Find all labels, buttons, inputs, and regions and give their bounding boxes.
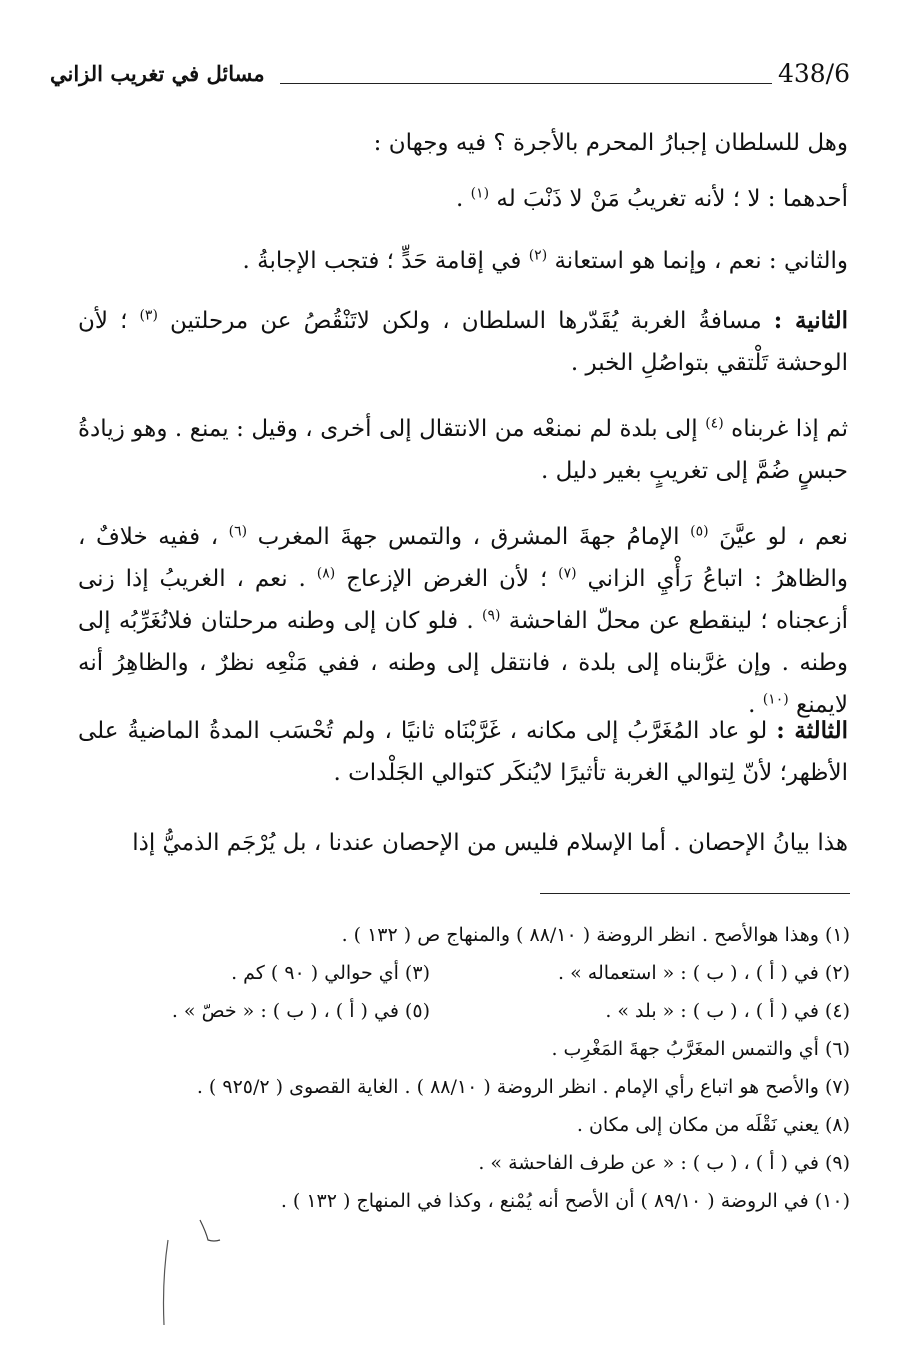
footnotes [60, 918, 850, 1222]
header-rule [280, 83, 772, 84]
paragraph-text: مسافةُ الغربة يُقَدّرها السلطان ، ولكن لاتَنْقُصُ عن مرحلتين [169, 308, 762, 334]
footnote-3: (٣) أي حوالي ( ٩٠ ) كم . [231, 962, 430, 984]
footnote-ref[interactable]: (٧) [558, 565, 577, 582]
footnote-ref[interactable]: (٤) [705, 415, 724, 432]
paragraph-text: هذا بيانُ الإحصان . أما الإسلام فليس من الإحصان عندنا ، بل يُرْجَم الذميُّ إذا [132, 830, 848, 856]
paragraph-4 [78, 300, 848, 384]
paragraph-text: في إقامة حَدٍّ ؛ فتجب الإجابةُ . [242, 248, 522, 274]
paragraph-text: إلى بلدة لم نمنعْه من الانتقال إلى أخرى ، وقيل : يمنع . وهو زيادةُ حبسٍ ضُمَّ إلى تغريبٍ بغير دليل . [78, 416, 848, 484]
footnote-ref[interactable]: (٨) [316, 565, 336, 582]
paragraph-text: لو عاد المُغَرَّبُ إلى مكانه ، غَرَّبْنَاه ثانيًا ، ولم تُحْسَب المدةُ الماضيةُ على الأظهر؛ لأنّ لِتوالي الغربة تأثيرًا لايُنكَر كتوالي الجَلْدات . [78, 718, 848, 786]
footnote-ref[interactable]: (٥) [690, 523, 709, 540]
paragraph-6 [78, 516, 848, 726]
paragraph-text: نعم ، لو عيَّنَ [719, 524, 848, 550]
footnote-1 [60, 918, 850, 956]
paragraph-text: . فلو كان إلى وطنه مرحلتان فلانُغَرِّبُه إلى وطنه . وإن غرَّبناه إلى بلدة ، فانتقل إلى وطنه ، ففي مَنْعِه نظرٌ ، والظاهِرُ أنه لايمنع [78, 608, 848, 718]
paragraph-3 [78, 240, 848, 282]
paragraph-text: . نعم ، الغريبُ إذا زنى أزعجناه ؛ لينقطع عن محلّ الفاحشة [78, 566, 849, 634]
paragraph-text: أحدهما : لا ؛ لأنه تغريبُ مَنْ لا ذَنْبَ له [496, 186, 848, 212]
footnote-text: (١٠) في الروضة ( ٨٩/١٠ ) أن الأصح أنه يُمْنع ، وكذا في المنهاج ( ١٣٢ ) . [280, 1190, 850, 1212]
footnote-text: (١) وهذا هوالأصح . انظر الروضة ( ٨٨/١٠ ) والمنهاج ص ( ١٣٢ ) . [341, 924, 850, 946]
footnote-ref[interactable]: (١٠) [762, 691, 789, 708]
paragraph-text: الإمامُ جهةَ المشرق ، والتمس جهةَ المغرب [257, 524, 680, 550]
footnote-8 [60, 1108, 850, 1146]
footnote-text: (٦) أي والتمس المغَرَّبُ جهةَ المَغْرِب . [551, 1038, 850, 1060]
footnote-ref[interactable]: (٢) [528, 247, 548, 264]
paragraph-text: ثم إذا غربناه [731, 416, 848, 442]
paragraph-5 [78, 408, 848, 492]
margin-pen-mark [140, 1210, 250, 1340]
section-label: الثانية : [773, 307, 848, 334]
page-number: 438/6 [777, 59, 850, 88]
paragraph-text: . [748, 692, 756, 718]
footnote-row-2-3 [60, 956, 850, 994]
running-title: مسائل في تغريب الزاني [50, 61, 265, 86]
footnote-5: (٥) في ( أ ) ، ( ب ) : « خصّ » . [171, 1000, 430, 1022]
paragraph-text: ؛ لأن الغرض الإزعاج [346, 566, 548, 592]
page-header [50, 55, 850, 99]
footnote-7 [60, 1070, 850, 1108]
paragraph-8 [78, 822, 848, 864]
footnote-2: (٢) في ( أ ) ، ( ب ) : « استعماله » . [558, 962, 850, 984]
footnote-text: (٧) والأصح هو اتباع رأي الإمام . انظر الروضة ( ٨٨/١٠ ) . الغاية القصوى ( ٩٢٥/٢ ) . [196, 1076, 850, 1098]
paragraph-text: . [455, 186, 464, 212]
footnote-6 [60, 1032, 850, 1070]
footnote-row-4-5 [60, 994, 850, 1032]
paragraph-text: ، ففيه خلافٌ ، والظاهرُ : اتباعُ رَأْيِ الزاني [78, 524, 849, 592]
footnote-separator [540, 893, 850, 894]
footnote-text: (٩) في ( أ ) ، ( ب ) : « عن طرف الفاحشة » . [478, 1152, 850, 1174]
paragraph-text: وهل للسلطان إجبارُ المحرم بالأجرة ؟ فيه وجهان : [373, 130, 848, 156]
footnote-ref[interactable]: (١) [470, 185, 490, 202]
footnote-ref[interactable]: (٣) [139, 307, 158, 324]
paragraph-text: ؛ لأن الوحشة تَلْتقي بتواصُلِ الخبر . [78, 308, 848, 376]
footnote-ref[interactable]: (٦) [228, 523, 248, 540]
footnote-4: (٤) في ( أ ) ، ( ب ) : « بلد » . [605, 1000, 850, 1022]
footnote-text: (٨) يعني نَقْلَه من مكان إلى مكان . [576, 1114, 850, 1136]
footnote-ref[interactable]: (٩) [481, 607, 501, 624]
paragraph-7 [78, 710, 848, 794]
section-label: الثالثة : [776, 717, 848, 744]
paragraph-text: والثاني : نعم ، وإنما هو استعانة [554, 248, 848, 274]
footnote-9 [60, 1146, 850, 1184]
paragraph-1 [78, 122, 848, 164]
paragraph-2 [78, 178, 848, 220]
